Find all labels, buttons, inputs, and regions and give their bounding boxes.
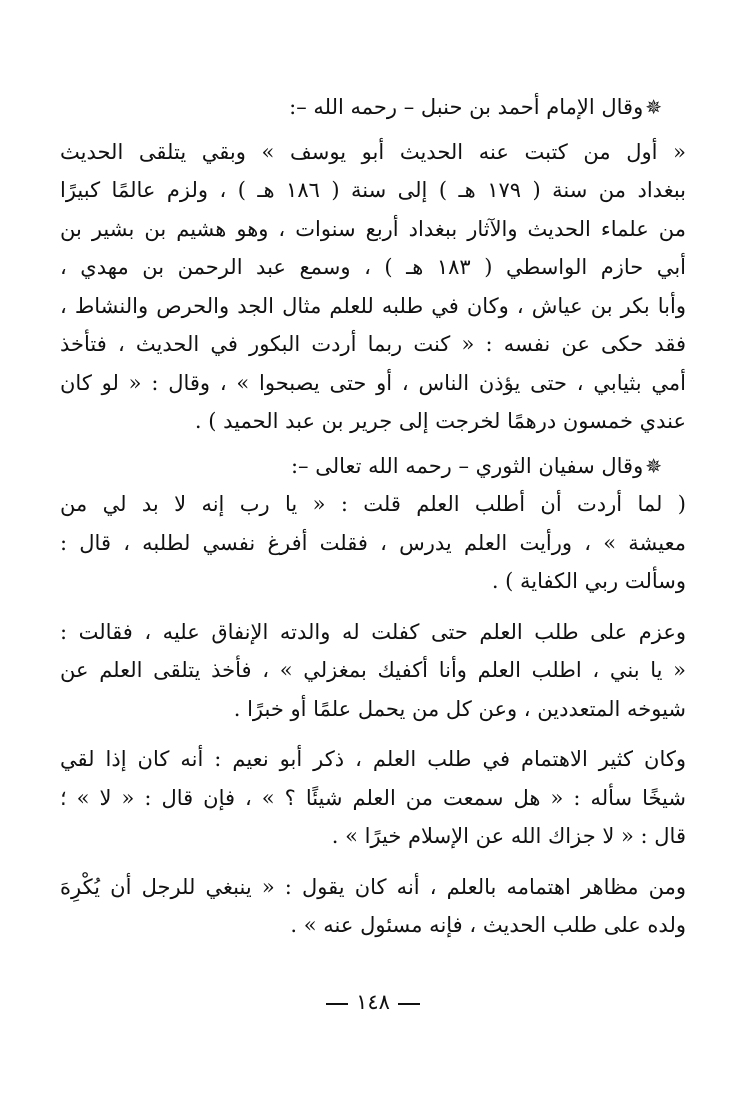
paragraph-child xyxy=(60,868,686,945)
text-line: قال : « لا جزاك الله عن الإسلام خيرًا » . xyxy=(331,824,686,848)
asterisk-star-icon: ✵ xyxy=(645,453,662,478)
paragraph-mother xyxy=(60,613,686,729)
paragraph-abu-nuaym xyxy=(60,740,686,856)
text-line: وعزم على طلب العلم حتى كفلت له والدته الإنفاق عليه ، فقالت : xyxy=(60,619,686,644)
page-number xyxy=(0,990,746,1014)
text-line: ولده على طلب الحديث ، فإنه مسئول عنه » . xyxy=(290,913,686,937)
page-body xyxy=(60,88,686,945)
text-line: « أول من كتبت عنه الحديث أبو يوسف » وبقي يتلقى الحديث xyxy=(60,139,686,164)
text-line: فقد حكى عن نفسه : « كنت ربما أردت البكور في الحديث ، فتأخذ xyxy=(60,332,686,356)
paragraph-ahmad xyxy=(60,133,686,441)
dash-divider xyxy=(326,1003,348,1005)
text-line: شيخًا سأله : « هل سمعت من العلم شيئًا ؟ » ، فإن قال : « لا » ؛ xyxy=(60,785,686,810)
text-line: ومن مظاهر اهتمامه بالعلم ، أنه كان يقول : « ينبغي للرجل أن يُكْرِهَ xyxy=(60,874,686,899)
dash-divider xyxy=(398,1003,420,1005)
text-line: عندي خمسون درهمًا لخرجت إلى جرير بن عبد الحميد ) . xyxy=(194,409,686,433)
section-heading-ahmad xyxy=(60,88,686,127)
asterisk-star-icon: ✵ xyxy=(645,95,662,119)
text-line: من علماء الحديث والآثار ببغداد أربع سنوات ، وهو هشيم بن بشير بن xyxy=(60,216,686,241)
text-line: « يا بني ، اطلب العلم وأنا أكفيك بمغزلي » ، فأخذ يتلقى العلم عن xyxy=(60,658,686,682)
text-line: ببغداد من سنة ( ١٧٩ هـ ) إلى سنة ( ١٨٦ هـ ) ، ولزم عالمًا كبيرًا xyxy=(60,178,686,202)
text-line: شيوخه المتعددين ، وعن كل من يحمل علمًا أو خبرًا . xyxy=(233,696,686,721)
paragraph-sufyan xyxy=(60,485,686,601)
text-line: وسألت ربي الكفاية ) . xyxy=(491,569,686,593)
text-line: أبي حازم الواسطي ( ١٨٣ هـ ) ، وسمع عبد الرحمن بن مهدي ، xyxy=(60,255,686,279)
page-number-text: ١٤٨ xyxy=(356,990,390,1014)
heading-text-ahmad: وقال الإمام أحمد بن حنبل – رحمه الله –: xyxy=(289,95,644,119)
text-line: أمي بثيابي ، حتى يؤذن الناس ، أو حتى يصبحوا » ، وقال : « لو كان xyxy=(60,370,686,395)
text-line: وأبا بكر بن عياش ، وكان في طلبه للعلم مثال الجد والحرص والنشاط ، xyxy=(60,293,686,318)
text-line: وكان كثير الاهتمام في طلب العلم ، ذكر أبو نعيم : أنه كان إذا لقي xyxy=(60,747,686,771)
section-heading-sufyan xyxy=(60,447,686,486)
heading-text-sufyan: وقال سفيان الثوري – رحمه الله تعالى –: xyxy=(290,453,644,478)
text-line: معيشة » ، ورأيت العلم يدرس ، فقلت أفرغ نفسي لطلبه ، قال : xyxy=(60,530,686,555)
text-line: ( لما أردت أن أطلب العلم قلت : « يا رب إنه لا بد لي من xyxy=(60,492,686,516)
